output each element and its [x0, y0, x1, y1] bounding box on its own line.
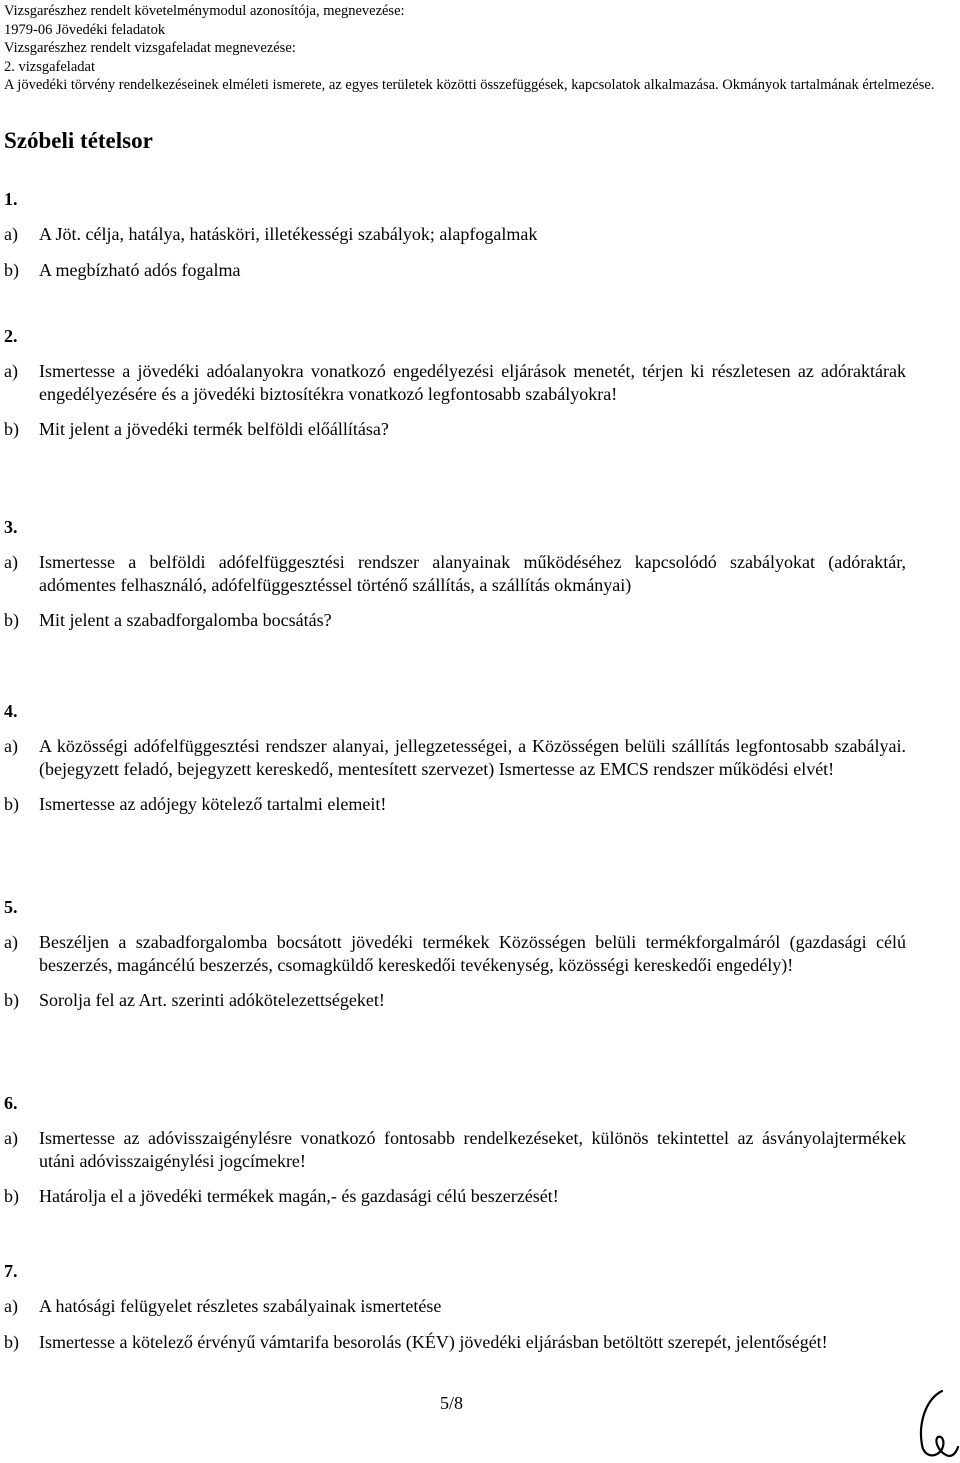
question-section-3 [4, 516, 906, 632]
sub-question-label: b) [4, 1186, 19, 1206]
question-section-5 [4, 896, 906, 1012]
exam-header [4, 2, 954, 95]
header-task-label: Vizsgarészhez rendelt vizsgafeladat megnevezése: [4, 40, 296, 56]
sub-question-text: Beszéljen a szabadforgalomba bocsátott jövedéki termékek Közösségen belüli termékforgalmáról (gazdasági célú beszerzés, magáncélú beszerzés, csomagküldő kereskedői tevékenység, közösségi kereskedői engedély)! [39, 932, 906, 975]
sub-question-text: Ismertesse az adójegy kötelező tartalmi elemeit! [39, 794, 387, 814]
sub-question-b [4, 259, 906, 282]
handwritten-signature-icon [912, 1385, 960, 1463]
sub-question-label: a) [4, 736, 18, 756]
sub-question-label: b) [4, 610, 19, 630]
question-section-7 [4, 1260, 906, 1353]
question-section-4 [4, 700, 906, 816]
sub-question-text: Sorolja fel az Art. szerinti adókötelezettségeket! [39, 990, 385, 1010]
sub-question-a [4, 360, 906, 405]
sub-question-b [4, 1185, 906, 1208]
question-number: 2. [4, 326, 18, 346]
sub-question-text: Ismertesse a jövedéki adóalanyokra vonatkozó engedélyezési eljárások menetét, térjen ki részletesen az adóraktárak engedélyezésére és a jövedéki biztosítékra vonatkozó legfontosabb szabályokra! [39, 361, 906, 404]
sub-question-text: A közösségi adófelfüggesztési rendszer alanyai, jellegzetességei, a Közösségen belüli szállítás legfontosabb szabályai. (bejegyzett feladó, bejegyzett kereskedő, mentesített szervezet) Ismertesse az EMCS rendszer működési elvét! [39, 736, 906, 779]
sub-question-label: a) [4, 1296, 18, 1316]
sub-question-label: b) [4, 419, 19, 439]
page-number: 5/8 [440, 1393, 464, 1413]
sub-question-text: A hatósági felügyelet részletes szabályainak ismertetése [39, 1296, 442, 1316]
sub-question-label: b) [4, 259, 19, 280]
sub-question-text: Ismertesse a belföldi adófelfüggesztési rendszer alanyainak működéséhez kapcsolódó szabályokat (adóraktár, adómentes felhasználó, adófelfüggesztéssel történő szállítás, a szállítás okmányai) [39, 552, 906, 595]
sub-question-text: A Jöt. célja, hatálya, hatásköri, illetékességi szabályok; alapfogalmak [39, 224, 538, 244]
sub-question-label: a) [4, 552, 18, 572]
sub-question-b [4, 793, 906, 816]
header-module-name: 1979-06 Jövedéki feladatok [4, 21, 166, 38]
sub-question-a [4, 223, 906, 246]
sub-question-label: b) [4, 1331, 19, 1352]
question-number: 3. [4, 517, 18, 537]
sub-question-label: b) [4, 794, 19, 814]
sub-question-b [4, 418, 906, 441]
sub-question-label: b) [4, 990, 19, 1010]
sub-question-a [4, 931, 906, 976]
header-module-label: Vizsgarészhez rendelt követelménymodul azonosítója, megnevezése: [4, 3, 405, 19]
sub-question-a [4, 1295, 906, 1318]
sub-question-a [4, 735, 906, 780]
sub-question-text: Ismertesse a kötelező érvényű vámtarifa besorolás (KÉV) jövedéki eljárásban betöltött szerepét, jelentőségét! [39, 1331, 828, 1352]
sub-question-a [4, 1127, 906, 1172]
sub-question-text: A megbízható adós fogalma [39, 259, 241, 280]
question-number: 5. [4, 897, 18, 917]
question-number: 6. [4, 1093, 18, 1113]
sub-question-label: a) [4, 1128, 18, 1148]
sub-question-text: Határolja el a jövedéki termékek magán,- és gazdasági célú beszerzését! [39, 1186, 559, 1206]
question-section-1 [4, 188, 906, 281]
page-title: Szóbeli tételsor [4, 128, 153, 153]
header-task-name: 2. vizsgafeladat [4, 58, 95, 75]
sub-question-label: a) [4, 224, 18, 244]
sub-question-text: Mit jelent a jövedéki termék belföldi előállítása? [39, 419, 389, 439]
sub-question-a [4, 551, 906, 596]
question-number: 1. [4, 189, 18, 209]
question-section-6 [4, 1092, 906, 1208]
sub-question-text: Mit jelent a szabadforgalomba bocsátás? [39, 610, 332, 630]
header-task-description: A jövedéki törvény rendelkezéseinek elméleti ismerete, az egyes területek közötti összefüggések, kapcsolatok alkalmazása. Okmányok tartalmának értelmezése. [4, 77, 935, 93]
sub-question-b [4, 989, 906, 1012]
sub-question-b [4, 609, 906, 632]
sub-question-b [4, 1331, 906, 1354]
sub-question-label: a) [4, 361, 18, 381]
question-number: 4. [4, 701, 18, 721]
sub-question-label: a) [4, 932, 18, 952]
question-section-2 [4, 325, 906, 441]
question-number: 7. [4, 1261, 18, 1281]
sub-question-text: Ismertesse az adóvisszaigénylésre vonatkozó fontosabb rendelkezéseket, különös tekintettel az ásványolajtermékek utáni adóvisszaigénylési jogcímekre! [39, 1128, 906, 1171]
